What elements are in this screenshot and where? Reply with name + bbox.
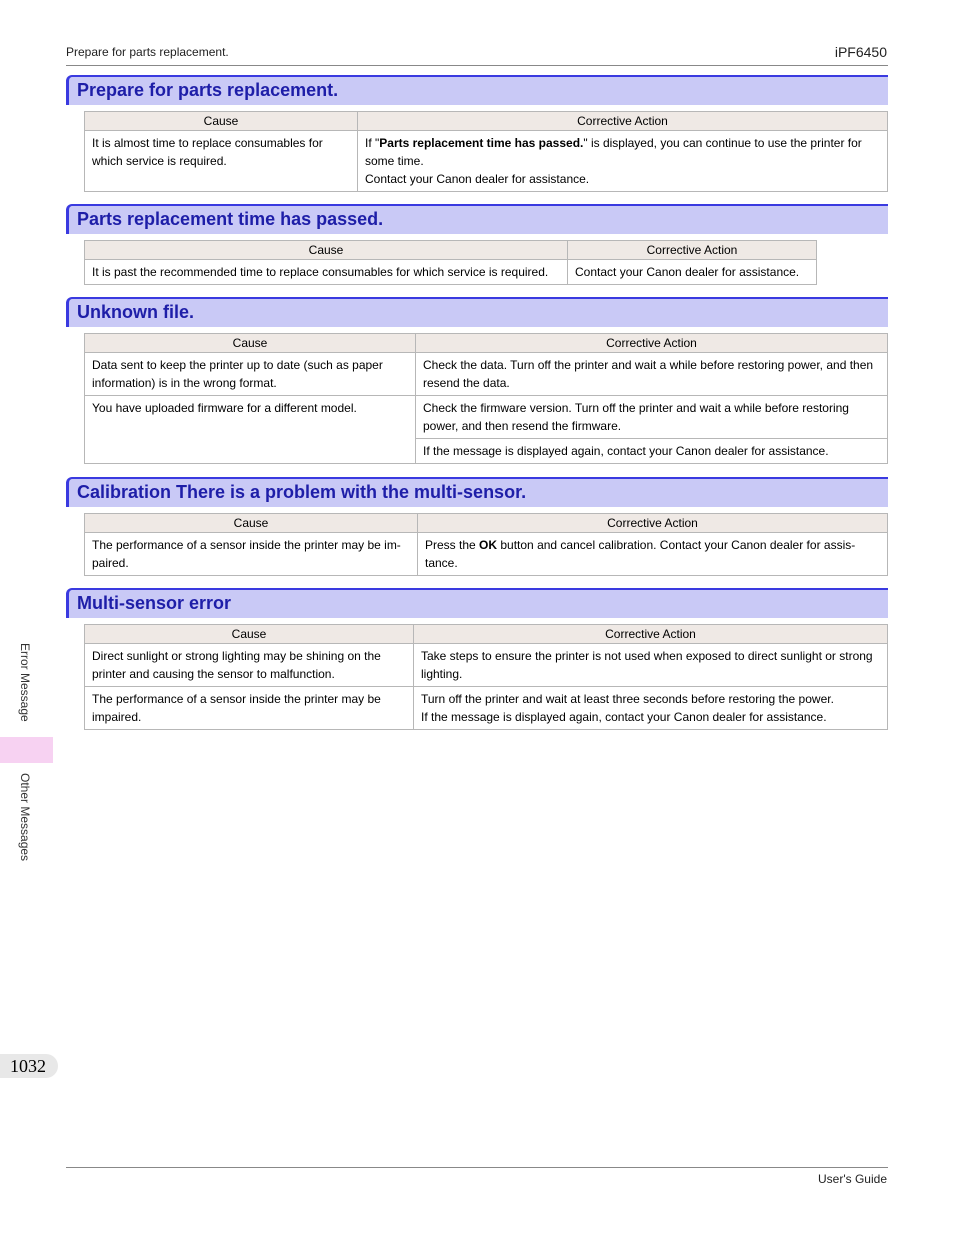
table-row (85, 396, 888, 439)
action-cell: Check the firmware version. Turn off the printer and wait a while before restoring power, and then resend the firmware. (416, 396, 888, 439)
action-cell: Press the OK button and cancel calibration. Contact your Canon dealer for assis-tance. (418, 533, 888, 576)
footer-guide-title: User's Guide (818, 1172, 887, 1186)
column-header-action: Corrective Action (416, 334, 888, 353)
section-title[interactable]: Multi-sensor error (66, 588, 888, 618)
action-cell: Contact your Canon dealer for assistance. (568, 260, 817, 285)
running-header-title: Prepare for parts replacement. (66, 45, 229, 59)
action-cell: Check the data. Turn off the printer and wait a while before restoring power, and then resend the data. (416, 353, 888, 396)
column-header-cause: Cause (85, 241, 568, 260)
column-header-cause: Cause (85, 112, 358, 131)
sidebar-current-marker (0, 737, 53, 763)
message-table (84, 333, 888, 464)
section-parts-time-passed (66, 204, 888, 285)
section-calibration-multisensor (66, 477, 888, 576)
running-header-model: iPF6450 (834, 44, 887, 60)
message-table (84, 111, 888, 192)
section-multisensor-error (66, 588, 888, 730)
cause-cell: Direct sunlight or strong lighting may be shining on the printer and causing the sensor to malfunction. (85, 644, 414, 687)
table-row (85, 644, 888, 687)
section-unknown-file (66, 297, 888, 464)
table-row (85, 131, 888, 192)
section-title[interactable]: Prepare for parts replacement. (66, 75, 888, 105)
column-header-action: Corrective Action (568, 241, 817, 260)
cause-cell: The performance of a sensor inside the printer may be impaired. (85, 687, 414, 730)
message-table (84, 624, 888, 730)
footer-divider (66, 1167, 888, 1168)
page-number: 1032 (0, 1054, 58, 1078)
action-cell: If the message is displayed again, contact your Canon dealer for assistance. (416, 439, 888, 464)
column-header-cause: Cause (85, 334, 416, 353)
cause-cell: It is almost time to replace consumables for which service is required. (85, 131, 358, 192)
section-title[interactable]: Unknown file. (66, 297, 888, 327)
section-title[interactable]: Parts replacement time has passed. (66, 204, 888, 234)
cause-cell: The performance of a sensor inside the printer may be im-paired. (85, 533, 418, 576)
section-prepare-parts (66, 75, 888, 192)
column-header-action: Corrective Action (418, 514, 888, 533)
table-row (85, 533, 888, 576)
table-row (85, 687, 888, 730)
sidebar-section-label[interactable]: Other Messages (18, 773, 32, 862)
column-header-cause: Cause (85, 514, 418, 533)
column-header-cause: Cause (85, 625, 414, 644)
column-header-action: Corrective Action (414, 625, 888, 644)
message-table (84, 240, 817, 285)
action-cell: Take steps to ensure the printer is not used when exposed to direct sunlight or strong lighting. (414, 644, 888, 687)
column-header-action: Corrective Action (358, 112, 888, 131)
message-table (84, 513, 888, 576)
table-row (85, 353, 888, 396)
sidebar-chapter-label[interactable]: Error Message (18, 643, 32, 722)
table-row (85, 260, 817, 285)
action-cell: If "Parts replacement time has passed." is displayed, you can continue to use the printer for some time. Contact your Canon dealer for assistance. (358, 131, 888, 192)
section-title[interactable]: Calibration There is a problem with the multi-sensor. (66, 477, 888, 507)
cause-cell: You have uploaded firmware for a different model. (85, 396, 416, 464)
action-cell: Turn off the printer and wait at least three seconds before restoring the power. If the message is displayed again, contact your Canon dealer for assistance. (414, 687, 888, 730)
header-divider (66, 65, 888, 66)
cause-cell: It is past the recommended time to replace consumables for which service is required. (85, 260, 568, 285)
cause-cell: Data sent to keep the printer up to date (such as paper information) is in the wrong format. (85, 353, 416, 396)
